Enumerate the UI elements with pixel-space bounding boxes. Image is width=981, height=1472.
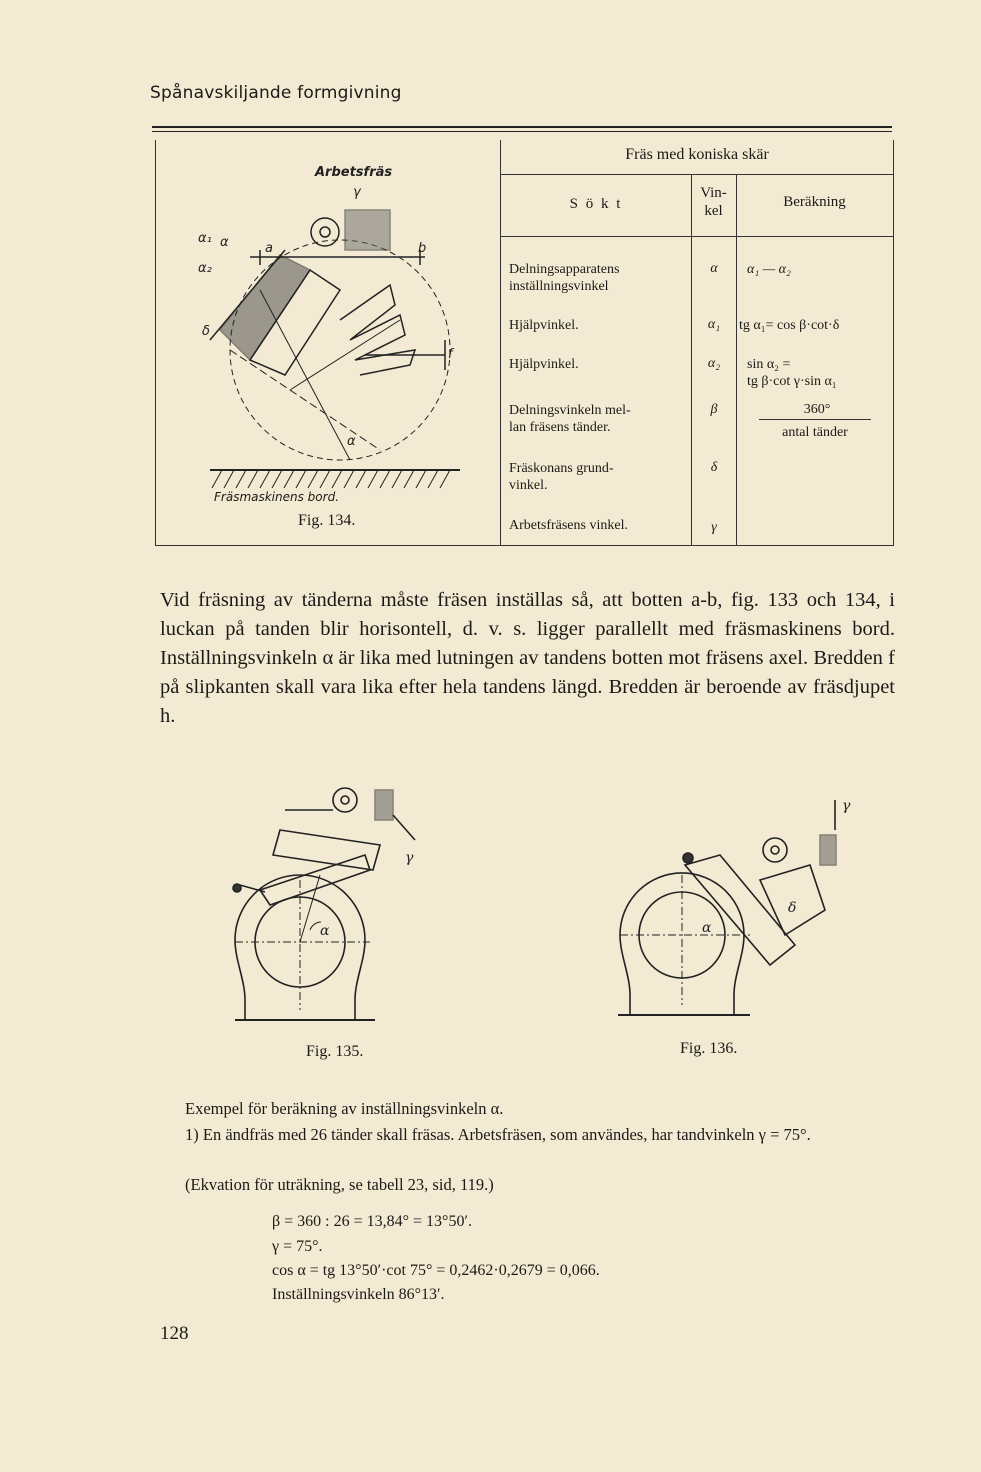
header-angle: Vin- kel	[700, 185, 727, 219]
row-angle: δ	[710, 460, 718, 475]
row-sought: Arbetsfräsens vinkel.	[509, 518, 628, 533]
equation-1: β = 360 : 26 = 13,84° = 13°50′.	[272, 1213, 472, 1230]
equation-2: γ = 75°.	[272, 1238, 323, 1255]
figure-136-caption: Fig. 136.	[680, 1040, 738, 1057]
row-angle: β	[710, 402, 718, 417]
row-sought: Hjälpvinkel.	[509, 357, 579, 372]
label-a: a	[265, 241, 273, 256]
row-calc-denominator: antal tänder	[782, 425, 848, 440]
example-line-2: (Ekvation för uträkning, se tabell 23, sid, 119.)	[185, 1175, 494, 1194]
label-f: f	[448, 347, 453, 362]
row-sought: Hjälpvinkel.	[509, 318, 579, 333]
example-heading: Exempel för beräkning av inställningsvinkeln α.	[185, 1099, 504, 1118]
figure-135-caption: Fig. 135.	[306, 1043, 364, 1060]
row-sought: Delningsapparatens inställningsvinkel	[509, 262, 620, 294]
equation-4: Inställningsvinkeln 86°13′.	[272, 1286, 445, 1303]
equation-3: cos α = tg 13°50′·cot 75° = 0,2462·0,2679 = 0,066.	[272, 1262, 600, 1279]
header-sought: S ö k t	[569, 196, 623, 212]
row-calc: tg α₁= cos β·cot·δ	[739, 318, 840, 333]
fig135-label-gamma: γ	[405, 850, 414, 866]
figure-134-drawing	[190, 160, 490, 530]
table-bottom-rule	[155, 545, 892, 546]
header-rule-thin	[152, 131, 892, 132]
fig136-label-gamma: γ	[842, 798, 851, 814]
label-arbetsfras: Arbetsfräs	[315, 165, 393, 180]
label-gamma: γ	[353, 185, 361, 200]
fig136-label-alpha: α	[702, 920, 712, 936]
label-alpha: α	[220, 235, 229, 250]
table-rule	[501, 174, 893, 175]
label-alpha2: α₂	[198, 261, 212, 276]
figure-134-table-caption: Fräsmaskinens bord.	[214, 490, 340, 504]
row-angle: α₂	[707, 356, 721, 371]
fig135-label-alpha: α	[320, 923, 330, 939]
formula-table	[500, 140, 894, 546]
page-number: 128	[160, 1323, 189, 1344]
body-paragraph	[160, 586, 895, 731]
row-calc-numerator: 360°	[803, 402, 831, 417]
header-calc: Beräkning	[783, 194, 846, 210]
row-angle: α	[710, 261, 718, 276]
label-delta: δ	[202, 324, 210, 339]
header-rule	[152, 126, 892, 128]
figure-134-caption: Fig. 134.	[298, 512, 356, 529]
fraction-bar	[759, 419, 871, 420]
row-calc: sin α₂ = tg β·cot γ·sin α₁	[747, 357, 837, 389]
figure-135-drawing	[225, 770, 435, 1030]
fig136-label-delta: δ	[788, 900, 797, 916]
row-sought: Delningsvinkeln mel- lan fräsens tänder.	[509, 403, 631, 435]
table-header-rule	[501, 236, 893, 237]
label-alpha1: α₁	[198, 231, 212, 246]
figure-134	[190, 160, 490, 535]
row-angle: α₁	[707, 317, 721, 332]
row-angle: γ	[711, 520, 717, 535]
table-col-divider	[691, 174, 692, 545]
table-col-divider	[736, 174, 737, 545]
figure-136-drawing	[610, 770, 860, 1030]
body-paragraph-text: Vid fräsning av tänderna måste fräsen inställas så, att botten a-b, fig. 133 och 134, i luckan på tanden blir horisontell, d. v. s. ligger parallellt med fräsmaskinens bord. Inställningsvinkeln α är lika med lutningen av tandens botten mot fräsens axel. Bredden f på slipkanten skall vara lika efter hela tandens längd. Bredden är beroende av fräsdjupet h.	[160, 589, 895, 727]
row-sought: Fräskonans grund- vinkel.	[509, 461, 614, 493]
figure-136	[610, 770, 860, 1035]
row-calc: α₁ — α₂	[747, 262, 791, 277]
example-line-1: 1) En ändfräs med 26 tänder skall fräsas. Arbetsfräsen, som användes, har tandvinkeln γ = 75°.	[185, 1125, 811, 1144]
label-alpha-low: α	[347, 434, 356, 449]
figure-135	[225, 770, 435, 1035]
table-title: Fräs med koniska skär	[625, 146, 769, 163]
label-b: b	[418, 241, 427, 256]
running-header: Spånavskiljande formgivning	[150, 83, 402, 103]
